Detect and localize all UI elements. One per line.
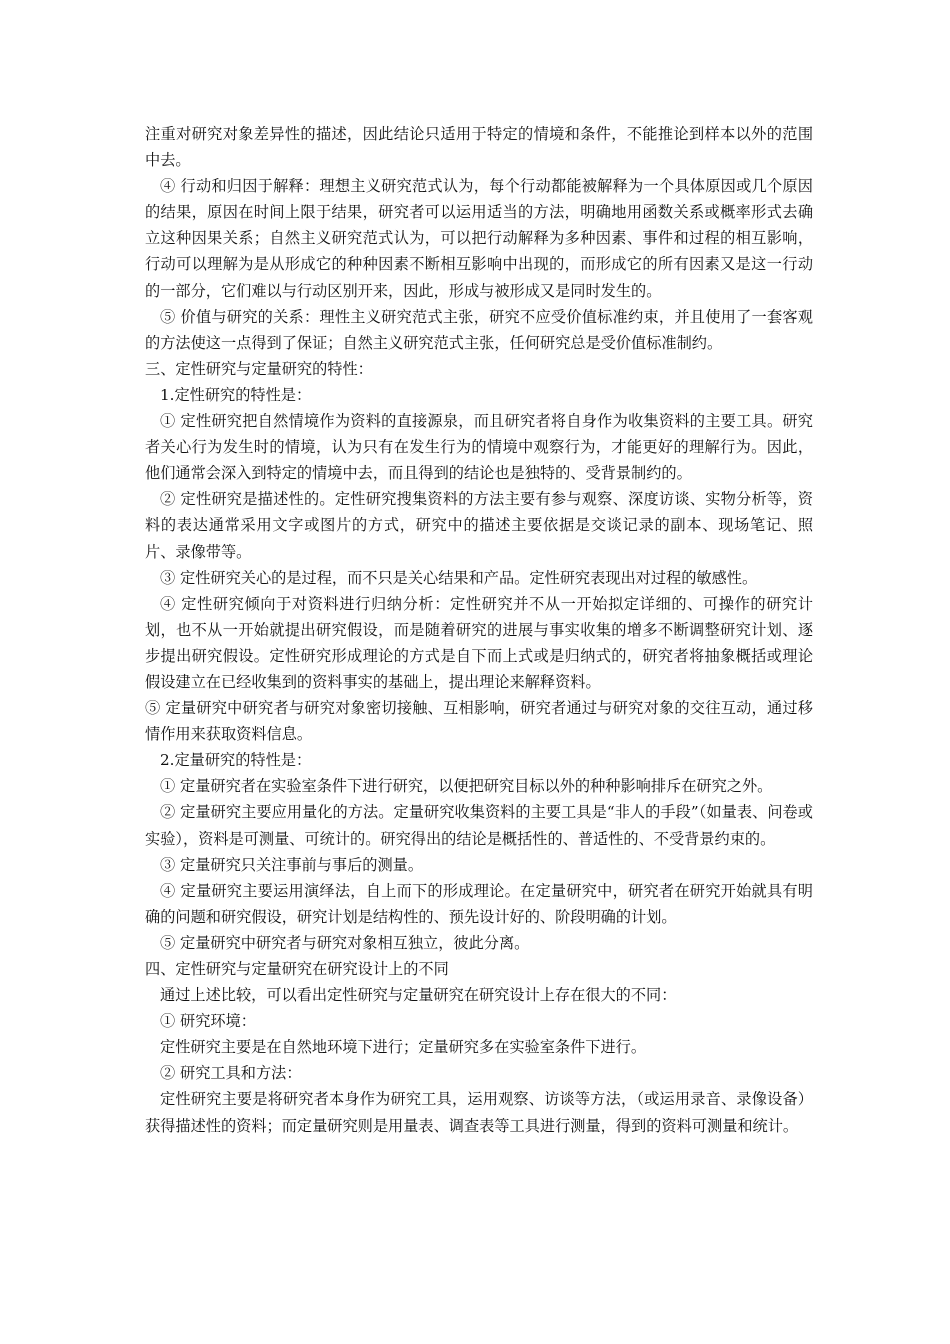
paragraph-value-research: ⑤ 价值与研究的关系：理性主义研究范式主张，研究不应受价值标准约束，并且使用了一套客观的方法使这一点得到了保证；自然主义研究范式主张，任何研究总是受价值标准制约。	[145, 307, 813, 352]
paragraph-qualitative-5: ⑤ 定量研究中研究者与研究对象密切接触、互相影响，研究者通过与研究对象的交往互动，通过移情作用来获取资料信息。	[145, 699, 813, 744]
paragraph-quantitative-4: ④ 定量研究主要运用演绎法，自上而下的形成理论。在定量研究中，研究者在研究开始就具有明确的问题和研究假设，研究计划是结构性的、预先设计好的、阶段明确的计划。	[145, 881, 813, 926]
paragraph-quantitative-3: ③ 定量研究只关注事前与事后的测量。	[160, 855, 424, 874]
paragraph-qualitative-1: ① 定性研究把自然情境作为资料的直接源泉，而且研究者将自身作为收集资料的主要工具。研究者关心行为发生时的情境，认为只有在发生行为的情境中观察行为，才能更好的理解行为。因此，他们通常会深入到特定的情境中去，而且得到的结论也是独特的、受背景制约的。	[145, 412, 813, 483]
section-heading-3: 三、定性研究与定量研究的特性：	[145, 359, 373, 378]
paragraph-qualitative-4: ④ 定性研究倾向于对资料进行归纳分析：定性研究并不从一开始拟定详细的、可操作的研究计划，也不从一开始就提出研究假设，而是随着研究的进展与事实收集的增多不断调整研究计划、逐步提出研究假设。定性研究形成理论的方式是自下而上式或是归纳式的，研究者将抽象概括或理论假设建立在已经收集到的资料事实的基础上，提出理论来解释资料。	[145, 594, 813, 691]
item-research-tools: ② 研究工具和方法：	[160, 1064, 302, 1083]
subheading-qualitative-traits: 1.定性研究的特性是：	[160, 385, 312, 404]
paragraph-research-tools: 定性研究主要是将研究者本身作为研究工具，运用观察、访谈等方法，（或运用录音、录像设备）获得描述性的资料；而定量研究则是用量表、调查表等工具进行测量，得到的资料可测量和统计。	[145, 1090, 813, 1135]
paragraph-qualitative-3: ③ 定性研究关心的是过程，而不只是关心结果和产品。定性研究表现出对过程的敏感性。	[160, 568, 758, 587]
paragraph-comparison-intro: 通过上述比较，可以看出定性研究与定量研究在研究设计上存在很大的不同：	[160, 986, 677, 1005]
subheading-quantitative-traits: 2.定量研究的特性是：	[160, 751, 312, 770]
item-research-environment: ① 研究环境：	[160, 1012, 256, 1031]
paragraph-intro-continuation: 注重对研究对象差异性的描述，因此结论只适用于特定的情境和条件，不能推论到样本以外的范围中去。	[145, 125, 813, 170]
section-heading-4: 四、定性研究与定量研究在研究设计上的不同	[145, 960, 449, 978]
document-page	[145, 121, 813, 1139]
paragraph-action-attribution: ④ 行动和归因于解释：理想主义研究范式认为，每个行动都能被解释为一个具体原因或几个原因的结果，原因在时间上限于结果，研究者可以运用适当的方法，明确地用函数关系或概率形式去确立这种因果关系；自然主义研究范式认为，可以把行动解释为多种因素、事件和过程的相互影响，行动可以理解为是从形成它的种种因素不断相互影响中出现的，而形成它的所有因素又是这一行动的一部分，它们难以与行动区别开来，因此，形成与被形成又是同时发生的。	[145, 177, 813, 300]
paragraph-quantitative-5: ⑤ 定量研究中研究者与研究对象相互独立，彼此分离。	[160, 933, 530, 952]
paragraph-quantitative-1: ① 定量研究者在实验室条件下进行研究，以便把研究目标以外的种种影响排斥在研究之外。	[160, 777, 773, 796]
paragraph-qualitative-2: ② 定性研究是描述性的。定性研究搜集资料的方法主要有参与观察、深度访谈、实物分析等，资料的表达通常采用文字或图片的方式，研究中的描述主要依据是交谈记录的副本、现场笔记、照片、录像带等。	[145, 490, 813, 561]
paragraph-research-environment: 定性研究主要是在自然地环境下进行；定量研究多在实验室条件下进行。	[160, 1038, 646, 1057]
paragraph-quantitative-2: ② 定量研究主要应用量化的方法。定量研究收集资料的主要工具是“非人的手段”（如量表、问卷或实验），资料是可测量、可统计的。研究得出的结论是概括性的、普适性的、不受背景约束的。	[145, 803, 813, 848]
